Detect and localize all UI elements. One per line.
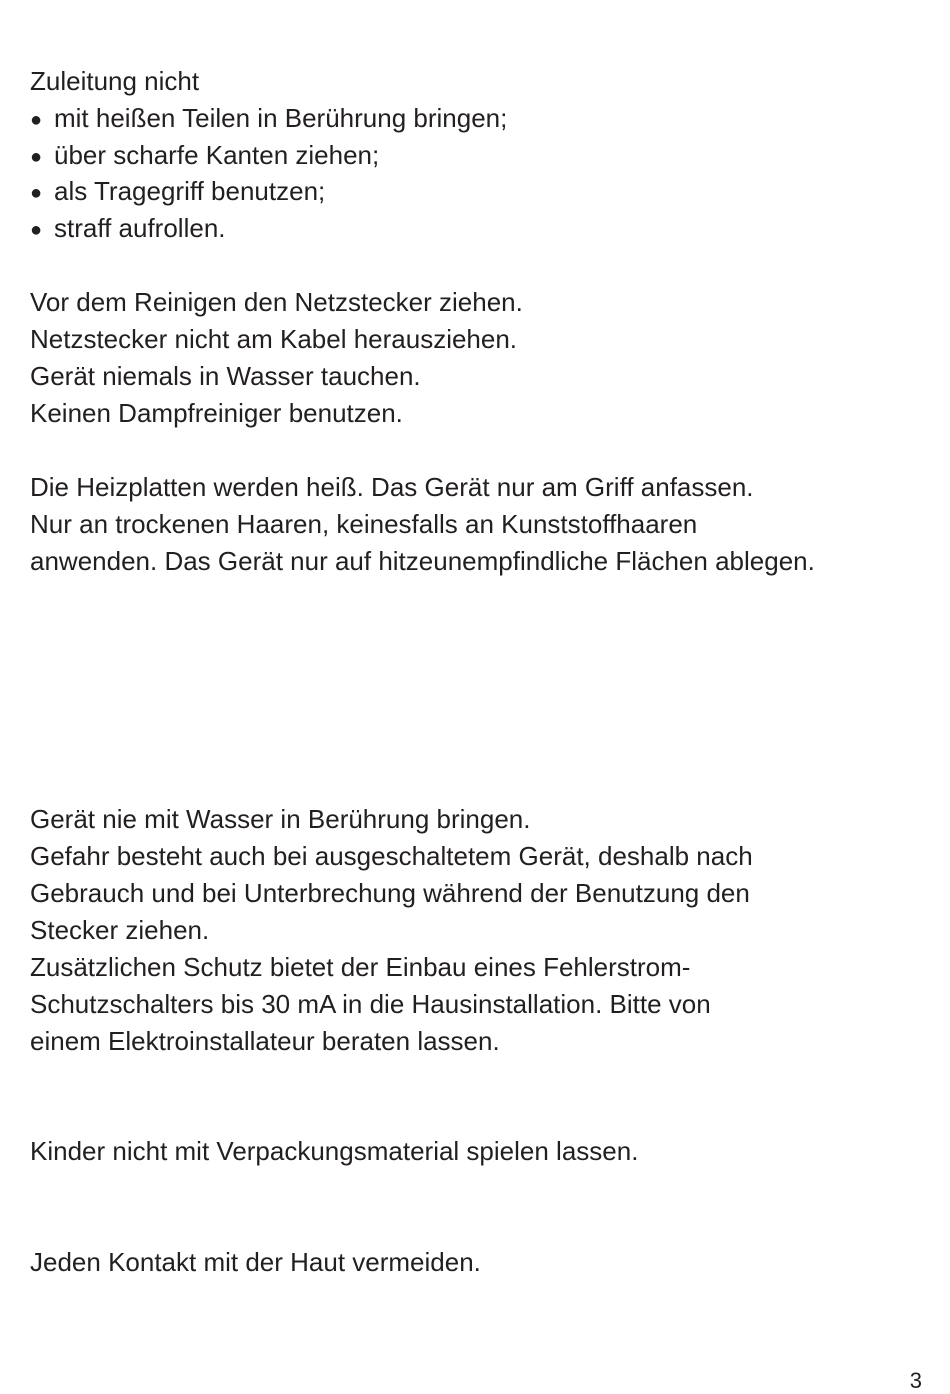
heat-warning-line: Die Heizplatten werden heiß. Das Gerät nur am Griff anfassen. xyxy=(30,472,754,502)
heat-warning-line: anwenden. Das Gerät nur auf hitzeunempfindliche Flächen ablegen. xyxy=(30,546,815,576)
bullet-icon: ● xyxy=(30,109,43,131)
cleaning-warning-line: Gerät niemals in Wasser tauchen. xyxy=(30,361,421,391)
bullet-icon: ● xyxy=(30,182,43,204)
cleaning-warning-line: Netzstecker nicht am Kabel herausziehen. xyxy=(30,324,518,354)
water-warning-line: Zusätzlichen Schutz bietet der Einbau eines Fehlerstrom- xyxy=(30,952,691,982)
water-warning-line: Gebrauch und bei Unterbrechung während der Benutzung den xyxy=(30,878,750,908)
cord-warning-heading: Zuleitung nicht xyxy=(30,66,200,96)
bullet-text: mit heißen Teilen in Berührung bringen; xyxy=(54,103,508,133)
cleaning-warning-line: Vor dem Reinigen den Netzstecker ziehen. xyxy=(30,287,523,317)
bullet-icon: ● xyxy=(30,146,43,168)
cord-warning-bullet-item xyxy=(30,100,507,137)
bullet-text: über scharfe Kanten ziehen; xyxy=(54,140,380,170)
water-warning-line: Schutzschalters bis 30 mA in die Hausinstallation. Bitte von xyxy=(30,989,711,1019)
water-warning-line: Gerät nie mit Wasser in Berührung bringen. xyxy=(30,804,531,834)
skin-contact-warning-line: Jeden Kontakt mit der Haut vermeiden. xyxy=(30,1247,481,1277)
water-warning-line: Gefahr besteht auch bei ausgeschaltetem Gerät, deshalb nach xyxy=(30,841,753,871)
heat-warning-line: Nur an trockenen Haaren, keinesfalls an Kunststoffhaaren xyxy=(30,509,698,539)
page-number: 3 xyxy=(909,1368,922,1393)
cleaning-warning-line: Keinen Dampfreiniger benutzen. xyxy=(30,398,403,428)
bullet-text: als Tragegriff benutzen; xyxy=(54,176,326,206)
packaging-warning-line: Kinder nicht mit Verpackungsmaterial spielen lassen. xyxy=(30,1136,639,1166)
water-warning-line: einem Elektroinstallateur beraten lassen. xyxy=(30,1026,500,1056)
cord-warning-bullet-item xyxy=(30,210,226,247)
water-warning-line: Stecker ziehen. xyxy=(30,915,210,945)
cord-warning-bullet-item xyxy=(30,173,325,210)
cord-warning-bullet-item xyxy=(30,137,379,174)
bullet-text: straff aufrollen. xyxy=(54,213,226,243)
bullet-icon: ● xyxy=(30,219,43,241)
